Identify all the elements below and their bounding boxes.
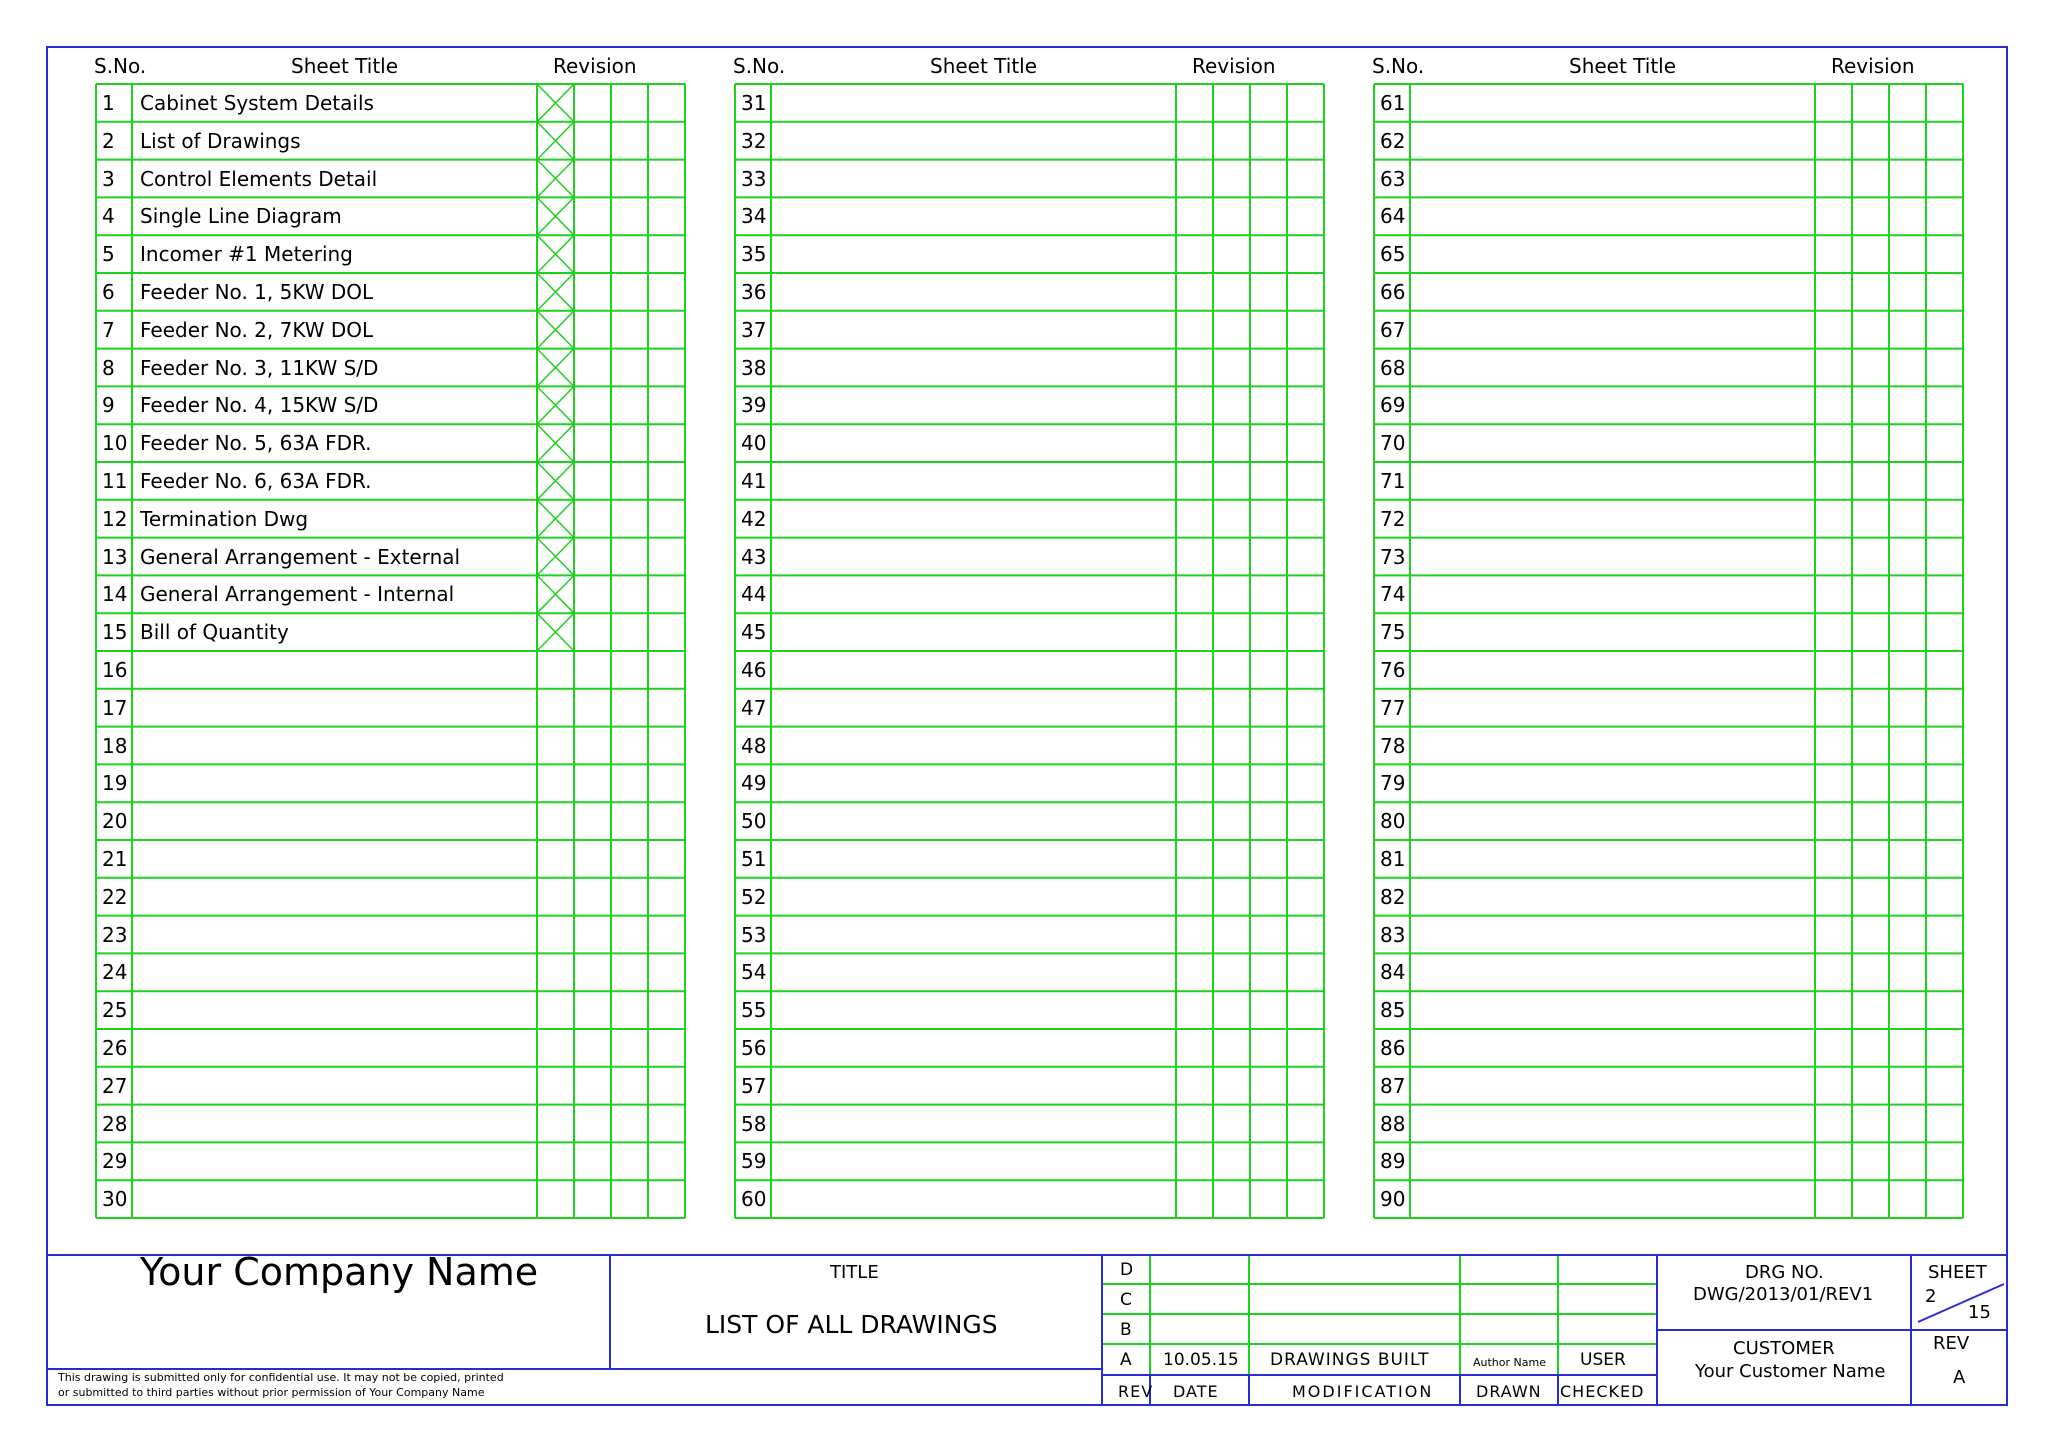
sheet-number: 41 — [741, 469, 767, 493]
sheet-number: 36 — [741, 280, 767, 304]
customer-name: Your Customer Name — [1695, 1361, 1886, 1382]
sheet-number: 86 — [1380, 1036, 1406, 1060]
sheet-number: 34 — [741, 204, 767, 229]
revision-header: Revision — [553, 54, 637, 78]
sheet-number: 30 — [102, 1187, 128, 1212]
sheet-number: 27 — [102, 1073, 128, 1098]
sheet-number: 18 — [102, 733, 128, 758]
sheet-title: General Arrangement - External — [140, 544, 461, 569]
sheet-number: 33 — [741, 166, 767, 191]
sheet-number: 29 — [102, 1149, 128, 1174]
sheet-number: 45 — [741, 620, 767, 645]
sheet-number: 9 — [102, 393, 115, 418]
sheet-number: 67 — [1380, 317, 1406, 342]
sheet-title: Feeder No. 4, 15KW S/D — [140, 393, 379, 418]
revision-header: Revision — [1831, 54, 1915, 78]
sheet-number: 28 — [102, 1111, 128, 1136]
sheet-number: 17 — [102, 695, 128, 720]
sheet-number: 76 — [1380, 658, 1406, 682]
sheet-title: Bill of Quantity — [140, 620, 289, 645]
sheet-number: 39 — [741, 393, 767, 418]
sheet-number: 42 — [741, 506, 767, 531]
checked-col-header: CHECKED — [1560, 1382, 1645, 1401]
sheet-title: Feeder No. 3, 11KW S/D — [140, 355, 379, 380]
customer-label: CUSTOMER — [1733, 1338, 1835, 1359]
grid-lines — [1373, 83, 1964, 1219]
rev-letter: A — [1120, 1350, 1132, 1370]
sheet-number: 11 — [102, 469, 128, 493]
sheet-divider-line — [1912, 1282, 2008, 1328]
sheet-list-column-2 — [734, 83, 1323, 1217]
rev-modification: DRAWINGS BUILT — [1270, 1350, 1430, 1370]
sno-header: S.No. — [733, 54, 786, 78]
sheet-number: 4 — [102, 204, 115, 229]
rev-date: 10.05.15 — [1163, 1350, 1239, 1370]
sheet-number: 66 — [1380, 280, 1406, 304]
rev-value: A — [1953, 1367, 1966, 1388]
sheet-number: 54 — [741, 960, 767, 985]
sheet-number: 87 — [1380, 1073, 1406, 1098]
sheet-number: 49 — [741, 771, 767, 796]
sheet-number: 37 — [741, 317, 767, 342]
sheet-number: 47 — [741, 695, 767, 720]
sheet-number: 56 — [741, 1036, 767, 1060]
sheet-title: Cabinet System Details — [140, 91, 374, 115]
sheet-number: 40 — [741, 431, 767, 456]
title-label: TITLE — [830, 1262, 879, 1283]
drawing-title: LIST OF ALL DRAWINGS — [705, 1310, 998, 1339]
drawn-col-header: DRAWN — [1476, 1382, 1542, 1401]
sheet-number: 26 — [102, 1036, 128, 1060]
sheet-number: 24 — [102, 960, 128, 985]
sheet-number: 78 — [1380, 733, 1406, 758]
sheet-current: 2 — [1925, 1286, 1937, 1307]
sheet-number: 8 — [102, 355, 115, 380]
rev-letter: D — [1120, 1260, 1134, 1280]
sheet-title: List of Drawings — [140, 128, 301, 153]
sheet-number: 32 — [741, 128, 767, 153]
sheet-number: 80 — [1380, 809, 1406, 834]
sheet-number: 82 — [1380, 884, 1406, 909]
sheet-list-column-3 — [1373, 83, 1962, 1217]
sheet-number: 85 — [1380, 998, 1406, 1023]
disclaimer-line-1: This drawing is submitted only for confidential use. It may not be copied, printed — [58, 1371, 504, 1384]
sheet-number: 31 — [741, 91, 767, 115]
sheet-number: 1 — [102, 91, 115, 115]
sheet-number: 77 — [1380, 695, 1406, 720]
sheet-number: 57 — [741, 1073, 767, 1098]
sheet-number: 79 — [1380, 771, 1406, 796]
sheet-number: 70 — [1380, 431, 1406, 456]
sheet-title: Incomer #1 Metering — [140, 242, 353, 267]
sheet-number: 38 — [741, 355, 767, 380]
sheet-number: 50 — [741, 809, 767, 834]
sheet-title-header: Sheet Title — [291, 54, 399, 78]
rev-letter: C — [1120, 1290, 1132, 1310]
sheet-number: 14 — [102, 582, 128, 607]
sheet-number: 83 — [1380, 922, 1406, 947]
sheet-number: 21 — [102, 847, 128, 871]
grid-lines — [734, 83, 1325, 1219]
sheet-number: 72 — [1380, 506, 1406, 531]
sheet-number: 7 — [102, 317, 115, 342]
sheet-number: 71 — [1380, 469, 1406, 493]
date-col-header: DATE — [1173, 1382, 1219, 1401]
sheet-number: 88 — [1380, 1111, 1406, 1136]
sheet-number: 48 — [741, 733, 767, 758]
sheet-title: Feeder No. 1, 5KW DOL — [140, 280, 374, 304]
sheet-title: Termination Dwg — [140, 506, 309, 531]
sheet-number: 51 — [741, 847, 767, 871]
sheet-number: 22 — [102, 884, 128, 909]
sheet-number: 58 — [741, 1111, 767, 1136]
sheet-number: 5 — [102, 242, 115, 267]
sheet-title: Feeder No. 6, 63A FDR. — [140, 469, 372, 493]
sheet-number: 20 — [102, 809, 128, 834]
sheet-number: 53 — [741, 922, 767, 947]
sheet-number: 69 — [1380, 393, 1406, 418]
sheet-number: 2 — [102, 128, 115, 153]
sheet-number: 74 — [1380, 582, 1406, 607]
sheet-number: 60 — [741, 1187, 767, 1212]
drg-no-value: DWG/2013/01/REV1 — [1693, 1284, 1874, 1305]
sheet-number: 84 — [1380, 960, 1406, 985]
sno-header: S.No. — [94, 54, 147, 78]
sheet-number: 75 — [1380, 620, 1406, 645]
company-name: Your Company Name — [140, 1250, 539, 1294]
sheet-number: 68 — [1380, 355, 1406, 380]
sheet-number: 13 — [102, 544, 128, 569]
sheet-number: 89 — [1380, 1149, 1406, 1174]
rev-col-header: REV — [1118, 1382, 1154, 1401]
sheet-number: 90 — [1380, 1187, 1406, 1212]
sheet-number: 43 — [741, 544, 767, 569]
sheet-number: 73 — [1380, 544, 1406, 569]
modification-col-header: MODIFICATION — [1292, 1382, 1434, 1401]
sheet-number: 62 — [1380, 128, 1406, 153]
revision-header: Revision — [1192, 54, 1276, 78]
sheet-title: Single Line Diagram — [140, 204, 342, 229]
rev-checked: USER — [1580, 1350, 1626, 1370]
drg-no-label: DRG NO. — [1745, 1262, 1824, 1283]
rev-letter: B — [1120, 1320, 1132, 1340]
sheet-number: 61 — [1380, 91, 1406, 115]
sheet-title: Feeder No. 5, 63A FDR. — [140, 431, 372, 456]
sheet-number: 19 — [102, 771, 128, 796]
sheet-title: General Arrangement - Internal — [140, 582, 455, 607]
sheet-number: 23 — [102, 922, 128, 947]
sheet-number: 3 — [102, 166, 115, 191]
sheet-number: 65 — [1380, 242, 1406, 267]
sheet-number: 46 — [741, 658, 767, 682]
sheet-number: 59 — [741, 1149, 767, 1174]
sheet-total: 15 — [1968, 1302, 1991, 1323]
sheet-number: 52 — [741, 884, 767, 909]
sheet-number: 55 — [741, 998, 767, 1023]
sheet-number: 35 — [741, 242, 767, 267]
sheet-number: 12 — [102, 506, 128, 531]
sheet-number: 10 — [102, 431, 128, 456]
sno-header: S.No. — [1372, 54, 1425, 78]
sheet-number: 63 — [1380, 166, 1406, 191]
rev-drawn: Author Name — [1473, 1356, 1546, 1369]
sheet-title: Control Elements Detail — [140, 166, 378, 191]
sheet-number: 16 — [102, 658, 128, 682]
sheet-number: 81 — [1380, 847, 1406, 871]
sheet-label: SHEET — [1928, 1262, 1987, 1283]
sheet-title-header: Sheet Title — [930, 54, 1038, 78]
sheet-title: Feeder No. 2, 7KW DOL — [140, 317, 374, 342]
sheet-list-column-1 — [95, 83, 684, 1217]
sheet-title-header: Sheet Title — [1569, 54, 1677, 78]
disclaimer-line-2: or submitted to third parties without prior permission of Your Company Name — [58, 1386, 485, 1399]
sheet-number: 25 — [102, 998, 128, 1023]
rev-label: REV — [1933, 1333, 1970, 1354]
sheet-number: 64 — [1380, 204, 1406, 229]
sheet-number: 6 — [102, 280, 115, 304]
sheet-number: 44 — [741, 582, 767, 607]
sheet-number: 15 — [102, 620, 128, 645]
